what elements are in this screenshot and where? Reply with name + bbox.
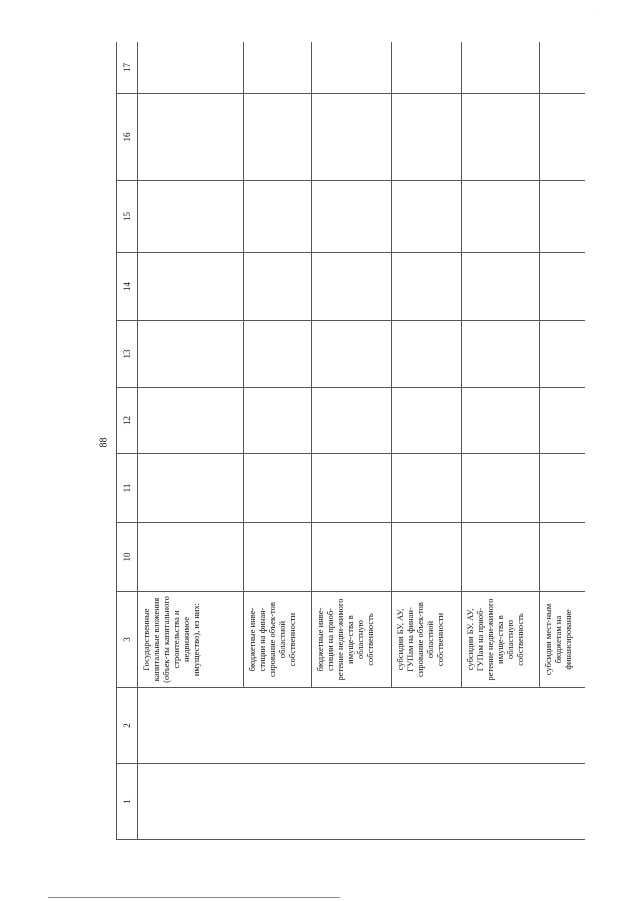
table-cell (462, 388, 540, 454)
scan-mark: · (596, 12, 598, 18)
table-cell (312, 42, 392, 94)
col-11: 11 (117, 454, 138, 523)
table-cell (462, 321, 540, 388)
table-cell (244, 181, 312, 253)
table-cell (312, 454, 392, 523)
col-2: 2 (117, 688, 138, 764)
table-cell (540, 94, 586, 181)
table-cell (462, 253, 540, 321)
footer-divider (48, 897, 340, 898)
table-cell (312, 321, 392, 388)
table-rotation (116, 42, 585, 840)
table-cell (244, 94, 312, 181)
table-cell (392, 253, 462, 321)
column-number-row (117, 42, 138, 840)
row-description: субсидии БУ, АУ, ГУПам на приоб-ретение недви-жимого имуще-ства в областную собственность (462, 592, 540, 688)
table-cell (540, 42, 586, 94)
table-cell (540, 523, 586, 592)
table-cell (138, 181, 244, 253)
data-table (116, 42, 585, 840)
table-cell (138, 523, 244, 592)
table-cell (138, 388, 244, 454)
table-cell (244, 388, 312, 454)
row-description: Государственные капитальные вложения (объек-ты капитального строительства и недвижимое имущество), из них: (138, 592, 244, 688)
table-cell (392, 321, 462, 388)
table-cell (138, 321, 244, 388)
table-cell (462, 454, 540, 523)
table-cell (392, 523, 462, 592)
col-15: 15 (117, 181, 138, 253)
table-cell (540, 454, 586, 523)
table-cell (462, 42, 540, 94)
table-cell (244, 321, 312, 388)
rotated-table-container (116, 42, 585, 840)
cell-col-1 (138, 764, 586, 840)
table-cell (244, 253, 312, 321)
table-cell (540, 321, 586, 388)
table-cell (138, 253, 244, 321)
table-cell (312, 253, 392, 321)
table-cell (540, 181, 586, 253)
table-cell (540, 388, 586, 454)
table-cell (244, 454, 312, 523)
table-cell (462, 94, 540, 181)
table-cell (392, 42, 462, 94)
table-cell (462, 523, 540, 592)
table-cell (138, 94, 244, 181)
table-cell (392, 94, 462, 181)
table-cell (392, 388, 462, 454)
col-1: 1 (117, 764, 138, 840)
col-14: 14 (117, 253, 138, 321)
row-description: субсидии БУ, АУ, ГУПам на финан-сирование объек-тов областной собственности (392, 592, 462, 688)
table-cell (138, 42, 244, 94)
col-16: 16 (117, 94, 138, 181)
table-cell (312, 523, 392, 592)
table-row (138, 42, 244, 840)
table-cell (138, 454, 244, 523)
table-cell (244, 42, 312, 94)
page-number: 88 (98, 437, 110, 448)
col-17: 17 (117, 42, 138, 94)
col-12: 12 (117, 388, 138, 454)
row-description: бюджетные инве-стиции на финан-сирование объек-тов областной собственности (244, 592, 312, 688)
table-cell (312, 388, 392, 454)
table-cell (392, 454, 462, 523)
row-description: бюджетные инве-стиции на приоб-ретение недви-жимого имуще-ства в областную собственность (312, 592, 392, 688)
table-cell (312, 94, 392, 181)
table-cell (312, 181, 392, 253)
table-cell (540, 253, 586, 321)
table-cell (392, 181, 462, 253)
table-cell (462, 181, 540, 253)
col-3: 3 (117, 592, 138, 688)
col-10: 10 (117, 523, 138, 592)
col-13: 13 (117, 321, 138, 388)
cell-col-2 (138, 688, 586, 764)
table-cell (244, 523, 312, 592)
row-description: субсидии мест-ным бюджетам на финансирование (540, 592, 586, 688)
